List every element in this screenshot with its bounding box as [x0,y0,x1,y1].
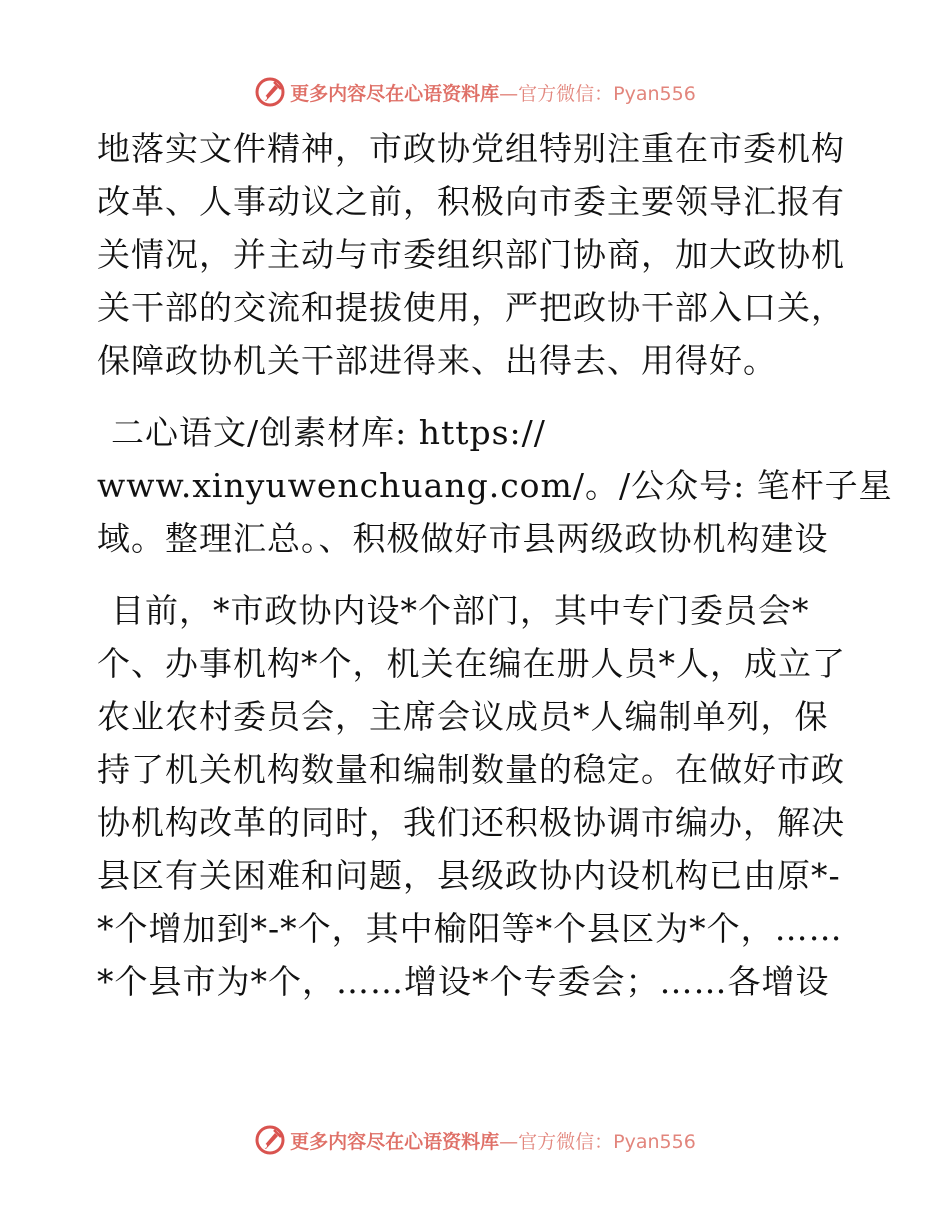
quill-seal-logo-icon [254,1124,286,1156]
document-body [97,122,893,1008]
paragraph-3 [97,584,857,1008]
text-line: 个、办事机构*个，机关在编在册人员*人，成立了 [97,644,846,683]
footer-banner-text [290,1127,696,1154]
text-line: 保障政协机关干部进得来、出得去、用得好。 [97,341,777,380]
header-banner-text [290,79,696,106]
quill-seal-logo-icon [254,76,286,108]
text-line: 二心语文/创素材库: https:// [111,413,546,452]
footer-separator: — [499,1130,519,1153]
text-line: www.xinyuwenchuang.com/。/公众号: 笔杆子星 [97,466,893,505]
text-line: 关干部的交流和提拔使用，严把政协干部入口关， [97,288,845,327]
text-line: 目前，*市政协内设*个部门，其中专门委员会* [111,591,810,630]
text-line: 协机构改革的同时，我们还积极协调市编办，解决 [97,803,845,842]
footer-contact: 官方微信：Pyan556 [518,1130,696,1153]
text-line: 农业农村委员会，主席会议成员*人编制单列，保 [97,697,829,736]
footer-site-name: 更多内容尽在心语资料库 [290,1130,500,1153]
header-site-name: 更多内容尽在心语资料库 [290,82,500,105]
text-line: 关情况，并主动与市委组织部门协商，加大政协机 [97,235,845,274]
text-line: 县区有关困难和问题，县级政协内设机构已由原*- [97,856,841,895]
paragraph-2 [97,406,893,565]
header-separator: — [499,82,519,105]
text-line: *个县市为*个，……增设*个专委会；……各增设 [97,962,830,1001]
header-banner [0,72,950,112]
text-line: 持了机关机构数量和编制数量的稳定。在做好市政 [97,750,845,789]
text-line: 改革、人事动议之前，积极向市委主要领导汇报有 [97,182,845,221]
header-contact: 官方微信：Pyan556 [518,82,696,105]
text-line: 域。整理汇总。、积极做好市县两级政协机构建设 [97,519,829,558]
text-line: *个增加到*-*个，其中榆阳等*个县区为*个，…… [97,909,843,948]
footer-banner [0,1120,950,1160]
paragraph-1 [97,122,857,387]
text-line: 地落实文件精神，市政协党组特别注重在市委机构 [97,129,845,168]
